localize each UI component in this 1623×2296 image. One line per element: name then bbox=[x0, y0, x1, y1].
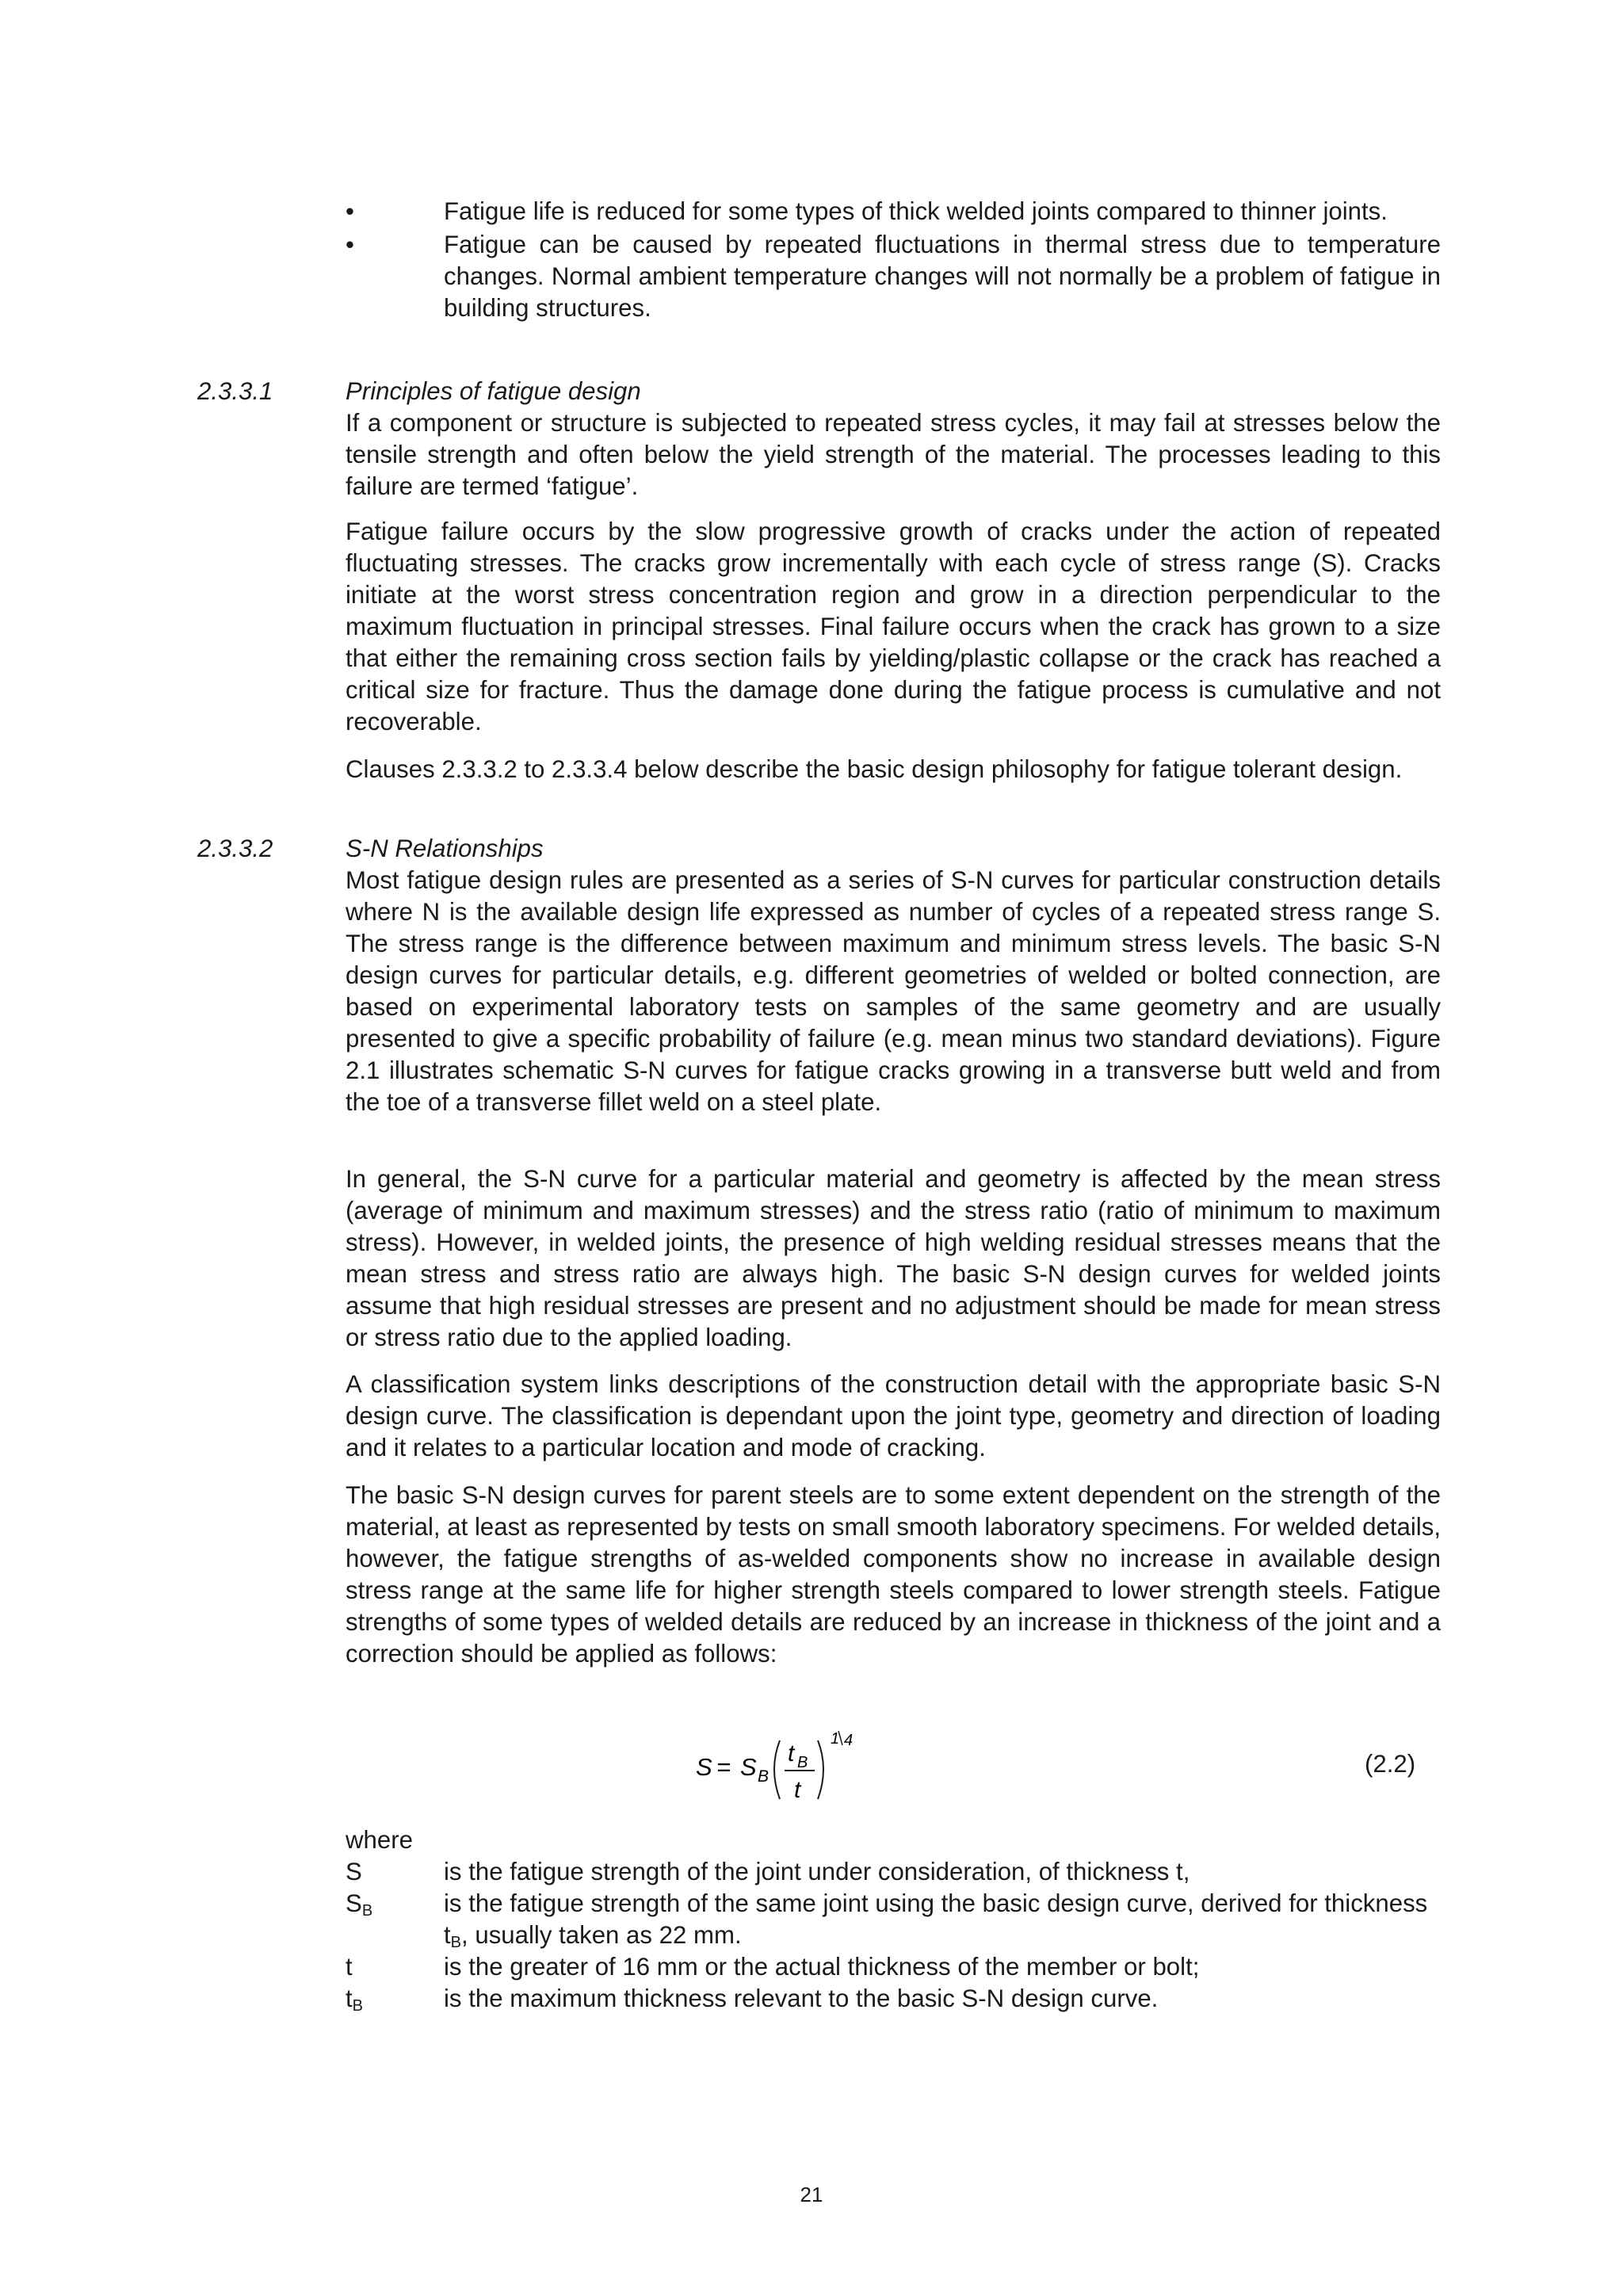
section-2331 bbox=[346, 376, 1441, 502]
page-number: 21 bbox=[800, 2183, 823, 2206]
formula-lhs: S bbox=[696, 1753, 712, 1781]
definition-symbol: $S_B$ bbox=[346, 1889, 373, 1920]
paragraph-block bbox=[346, 516, 1441, 738]
formula-denominator: t bbox=[794, 1777, 801, 1803]
exponent-denominator: 4 bbox=[844, 1732, 854, 1749]
section-number: 2.3.3.2 bbox=[197, 835, 273, 862]
paragraph: Clauses 2.3.3.2 to 2.3.3.4 below describe the basic design philosophy for fatigue tolerant design. bbox=[346, 755, 1403, 783]
bullet-item: • Fatigue can be caused by repeated fluctuations in thermal stress due to temperature changes. Normal ambient temperature changes will not normally be a problem of fatigue in building structures. bbox=[346, 231, 1441, 322]
definition-text: is the greater of 16 mm or the actual thickness of the member or bolt; bbox=[444, 1953, 1200, 1981]
definitions-list bbox=[346, 1824, 1441, 2015]
formula-equals: = bbox=[716, 1753, 731, 1781]
section-heading: S-N Relationships bbox=[346, 835, 544, 862]
section-heading: Principles of fatigue design bbox=[346, 377, 641, 405]
left-paren-icon bbox=[774, 1740, 780, 1799]
formula-numerator-sub: B bbox=[797, 1754, 808, 1771]
paragraph: If a component or structure is subjected to repeated stress cycles, it may fail at stresses below the tensile strength and often below the yield strength of the material. The processes leading to this failure are termed ‘fatigue’. bbox=[346, 409, 1441, 500]
definition-row bbox=[346, 1983, 1441, 2015]
paragraph-block bbox=[346, 1163, 1441, 1354]
definition-text: is the fatigue strength of the same joint using the basic design curve, derived for thickness $t_B$, usually taken as 22 mm. bbox=[444, 1889, 1428, 1951]
section-2332 bbox=[346, 833, 1441, 1118]
formula-base-sub: B bbox=[758, 1767, 769, 1786]
equation-number: (2.2) bbox=[1365, 1750, 1416, 1778]
definition-row bbox=[346, 1856, 1441, 1888]
paragraph: A classification system links descriptions of the construction detail with the appropriate basic S-N design curve. The classification is dependant upon the joint type, geometry and direction of loading and it relates to a particular location and mode of cracking. bbox=[346, 1370, 1441, 1461]
paragraph: The basic S-N design curves for parent steels are to some extent dependent on the strength of the material, at least as represented by tests on small smooth laboratory specimens. For welded details, however, the fatigue strengths of as-welded components show no increase in available design stress range at the same life for higher strength steels compared to lower strength steels. Fatigue strengths of some types of welded details are reduced by an increase in thickness of the joint and a correction should be applied as follows: bbox=[346, 1481, 1441, 1668]
paragraph-block bbox=[346, 1369, 1441, 1464]
formula-numerator: t bbox=[788, 1740, 795, 1767]
definition-symbol: $t_B$ bbox=[346, 1985, 364, 2015]
bullet-dot-icon: • bbox=[346, 197, 354, 225]
paragraph: Most fatigue design rules are presented as a series of S-N curves for particular construction details where N is the available design life expressed as number of cycles of a repeated stress range S. The stress range is the difference between maximum and minimum stress levels. The basic S-N design curves for particular details, e.g. different geometries of welded or bolted connection, are based on experimental laboratory tests on samples of the same geometry and are usually presented to give a specific probability of failure (e.g. mean minus two standard deviations). Figure 2.1 illustrates schematic S-N curves for fatigue cracks growing in a transverse butt weld and from the toe of a transverse fillet weld on a steel plate. bbox=[346, 866, 1441, 1116]
formula-base: S bbox=[740, 1753, 757, 1781]
right-paren-icon bbox=[818, 1740, 823, 1799]
thickness-correction-formula bbox=[694, 1725, 876, 1812]
exponent-numerator: 1 bbox=[831, 1730, 840, 1748]
where-label: where bbox=[346, 1826, 413, 1854]
bullet-item: • Fatigue life is reduced for some types of thick welded joints compared to thinner joints. bbox=[346, 196, 1441, 227]
section-number: 2.3.3.1 bbox=[197, 377, 273, 405]
definition-text: is the fatigue strength of the joint under consideration, of thickness t, bbox=[444, 1858, 1190, 1885]
definition-symbol: S bbox=[346, 1858, 362, 1885]
paragraph-block bbox=[346, 754, 1441, 785]
definition-row bbox=[346, 1951, 1441, 1983]
paragraph: In general, the S-N curve for a particular material and geometry is affected by the mean stress (average of minimum and maximum stresses) and the stress ratio (ratio of minimum to maximum stress). However, in welded joints, the presence of high welding residual stresses means that the mean stress and stress ratio are always high. The basic S-N design curves for welded joints assume that high residual stresses are present and no adjustment should be made for mean stress or stress ratio due to the applied loading. bbox=[346, 1165, 1441, 1351]
paragraph: Fatigue failure occurs by the slow progressive growth of cracks under the action of repeated fluctuating stresses. The cracks grow incrementally with each cycle of stress range (S). Cracks initiate at the worst stress concentration region and grow in a direction perpendicular to the maximum fluctuation in principal stresses. Final failure occurs when the crack has grown to a size that either the remaining cross section fails by yielding/plastic collapse or the crack has reached a critical size for fracture. Thus the damage done during the fatigue process is cumulative and not recoverable. bbox=[346, 518, 1441, 735]
bullet-dot-icon: • bbox=[346, 231, 354, 258]
paragraph-block bbox=[346, 1480, 1441, 1670]
definition-symbol: t bbox=[346, 1953, 353, 1981]
bullet-list bbox=[346, 196, 1441, 326]
definition-row bbox=[346, 1888, 1441, 1951]
definition-text: is the maximum thickness relevant to the basic S-N design curve. bbox=[444, 1985, 1159, 2012]
